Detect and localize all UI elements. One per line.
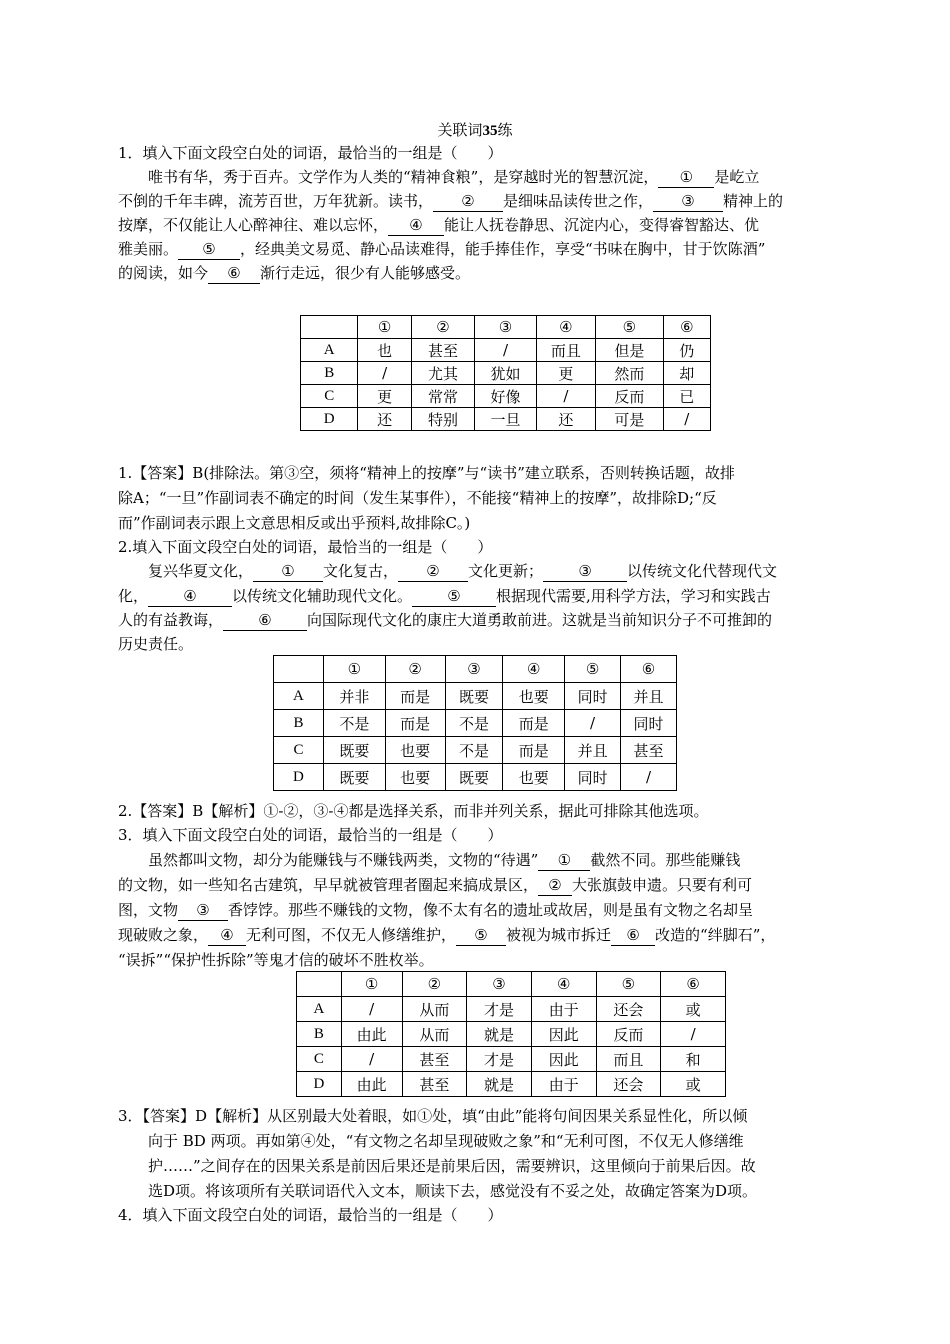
blank-4: ④ xyxy=(208,925,246,946)
q1-stem: 1．填入下面文段空白处的词语，最恰当的一组是（ ） xyxy=(118,144,503,162)
q2-stem: 2.填入下面文段空白处的词语，最恰当的一组是（ ） xyxy=(118,538,493,556)
table-row: D 由此 甚至 就是 由于 还会 或 xyxy=(297,1072,726,1097)
blank-6: ⑥ xyxy=(208,263,260,284)
blank-5: ⑤ xyxy=(456,925,506,946)
q2-text-line: 化， ④ 以传统文化辅助现代文化。 ⑤ 根据现代需要,用科学方法，学习和实践古 xyxy=(118,587,771,605)
q3-text-line: 的文物，如一些知名古建筑，早早就被管理者圈起来搞成景区， ② 大张旗鼓申遗。只要有利可 xyxy=(118,876,753,894)
blank-3: ③ xyxy=(543,561,627,582)
q2-answer: 2.【答案】B【解析】①-②，③-④都是选择关系，而非并列关系，据此可排除其他选项。 xyxy=(118,802,709,820)
blank-2: ② xyxy=(398,561,468,582)
q3-text-line: 现破败之象， ④ 无利可图，不仅无人修缮维护， ⑤ 被视为城市拆迁 ⑥ 改造的“绊脚石”， xyxy=(118,926,776,944)
q3-text-line: “误拆”“保护性拆除”等鬼才信的破坏不胜枚举。 xyxy=(118,951,434,969)
q1-text-line: 按摩，不仅能让人心醉神往、难以忘怀， ④ 能让人抚卷静思、沉淀内心，变得睿智豁达、优 xyxy=(118,216,760,234)
table-header-row: ① ② ③ ④ ⑤ ⑥ xyxy=(301,316,711,339)
table-row: A / 从而 才是 由于 还会 或 xyxy=(297,997,726,1022)
table-row: C 既要 也要 不是 而是 并且 甚至 xyxy=(274,737,677,764)
q1-answer: 而”作副词表示跟上文意思相反或出乎预料,故排除C。) xyxy=(118,514,471,532)
table-row: D 既要 也要 既要 也要 同时 / xyxy=(274,764,677,791)
blank-2: ② xyxy=(433,191,503,212)
q1-text-line: 唯书有华，秀于百卉。文学作为人类的“精神食粮”，是穿越时光的智慧沉淀， ① 是屹立 xyxy=(148,168,760,186)
q2-options-table xyxy=(273,655,677,791)
table-row: A 并非 而是 既要 也要 同时 并且 xyxy=(274,683,677,710)
q3-answer: 3．【答案】D【解析】从区别最大处着眼，如①处，填“由此”能将句间因果关系显性化，所以倾 xyxy=(118,1107,748,1125)
q1-options-table xyxy=(300,315,711,431)
blank-2: ② xyxy=(538,875,572,896)
q3-text-line: 虽然都叫文物，却分为能赚钱与不赚钱两类，文物的“待遇” ① 截然不同。那些能赚钱 xyxy=(148,851,741,869)
q2-text-line: 复兴华夏文化， ① 文化复古， ② 文化更新； ③ 以传统文化代替现代文 xyxy=(148,562,778,580)
table-row: C 更 常常 好像 / 反而 已 xyxy=(301,385,711,408)
q3-answer: 护……”之间存在的因果关系是前因后果还是前果后因，需要辨识，这里倾向于前果后因。故 xyxy=(148,1157,756,1175)
q4-stem: 4．填入下面文段空白处的词语，最恰当的一组是（ ） xyxy=(118,1206,503,1224)
table-row: B / 尤其 犹如 更 然而 却 xyxy=(301,362,711,385)
q3-text-line: 图，文物 ③ 香饽饽。那些不赚钱的文物，像不太有名的遗址或故居，则是虽有文物之名却呈 xyxy=(118,901,754,919)
blank-4: ④ xyxy=(148,586,232,607)
q1-answer: 除A；“一旦”作副词表不确定的时间（发生某事件），不能接“精神上的按摩”，故排除D;“反 xyxy=(118,489,717,507)
table-header-row: ① ② ③ ④ ⑤ ⑥ xyxy=(274,656,677,683)
page-title: 关联词35练 xyxy=(437,121,513,139)
q1-text-line: 雅美丽。 ⑤ ，经典美文易觅、静心品读难得，能手捧佳作，享受“书味在胸中，甘于饮陈酒” xyxy=(118,240,766,258)
q3-answer: 向于 BD 两项。再如第④处，“有文物之名却呈现破败之象”和“无利可图，不仅无人修缮维 xyxy=(148,1132,744,1150)
table-row: B 不是 而是 不是 而是 / 同时 xyxy=(274,710,677,737)
q3-options-table xyxy=(296,971,726,1097)
table-row: D 还 特别 一旦 还 可是 / xyxy=(301,408,711,431)
q3-stem: 3．填入下面文段空白处的词语，最恰当的一组是（ ） xyxy=(118,826,503,844)
blank-5: ⑤ xyxy=(178,239,240,260)
q2-text-line: 历史责任。 xyxy=(118,635,194,653)
blank-3: ③ xyxy=(178,900,228,921)
q2-text-line: 人的有益教诲， ⑥ 向国际现代文化的康庄大道勇敢前进。这就是当前知识分子不可推卸的 xyxy=(118,611,773,629)
q1-text-line: 不倒的千年丰碑，流芳百世，万年犹新。读书， ② 是细味品读传世之作， ③ 精神上的 xyxy=(118,192,784,210)
q1-answer: 1.【答案】B(排除法。第③空，须将“精神上的按摩”与“读书”建立联系，否则转换话题，故排 xyxy=(118,464,735,482)
blank-3: ③ xyxy=(653,191,723,212)
blank-4: ④ xyxy=(388,215,444,236)
blank-5: ⑤ xyxy=(412,586,496,607)
q1-text-line: 的阅读，如今 ⑥ 渐行走远，很少有人能够感受。 xyxy=(118,264,471,282)
q3-answer: 选D项。将该项所有关联词语代入文本，顺读下去，感觉没有不妥之处，故确定答案为D项。 xyxy=(148,1182,758,1200)
blank-1: ① xyxy=(658,167,714,188)
blank-6: ⑥ xyxy=(223,610,307,631)
table-row: B 由此 从而 就是 因此 反而 / xyxy=(297,1022,726,1047)
blank-1: ① xyxy=(538,850,590,871)
table-row: C / 甚至 才是 因此 而且 和 xyxy=(297,1047,726,1072)
table-row: A 也 甚至 / 而且 但是 仍 xyxy=(301,339,711,362)
blank-1: ① xyxy=(253,561,323,582)
blank-6: ⑥ xyxy=(611,925,655,946)
table-header-row: ① ② ③ ④ ⑤ ⑥ xyxy=(297,972,726,997)
